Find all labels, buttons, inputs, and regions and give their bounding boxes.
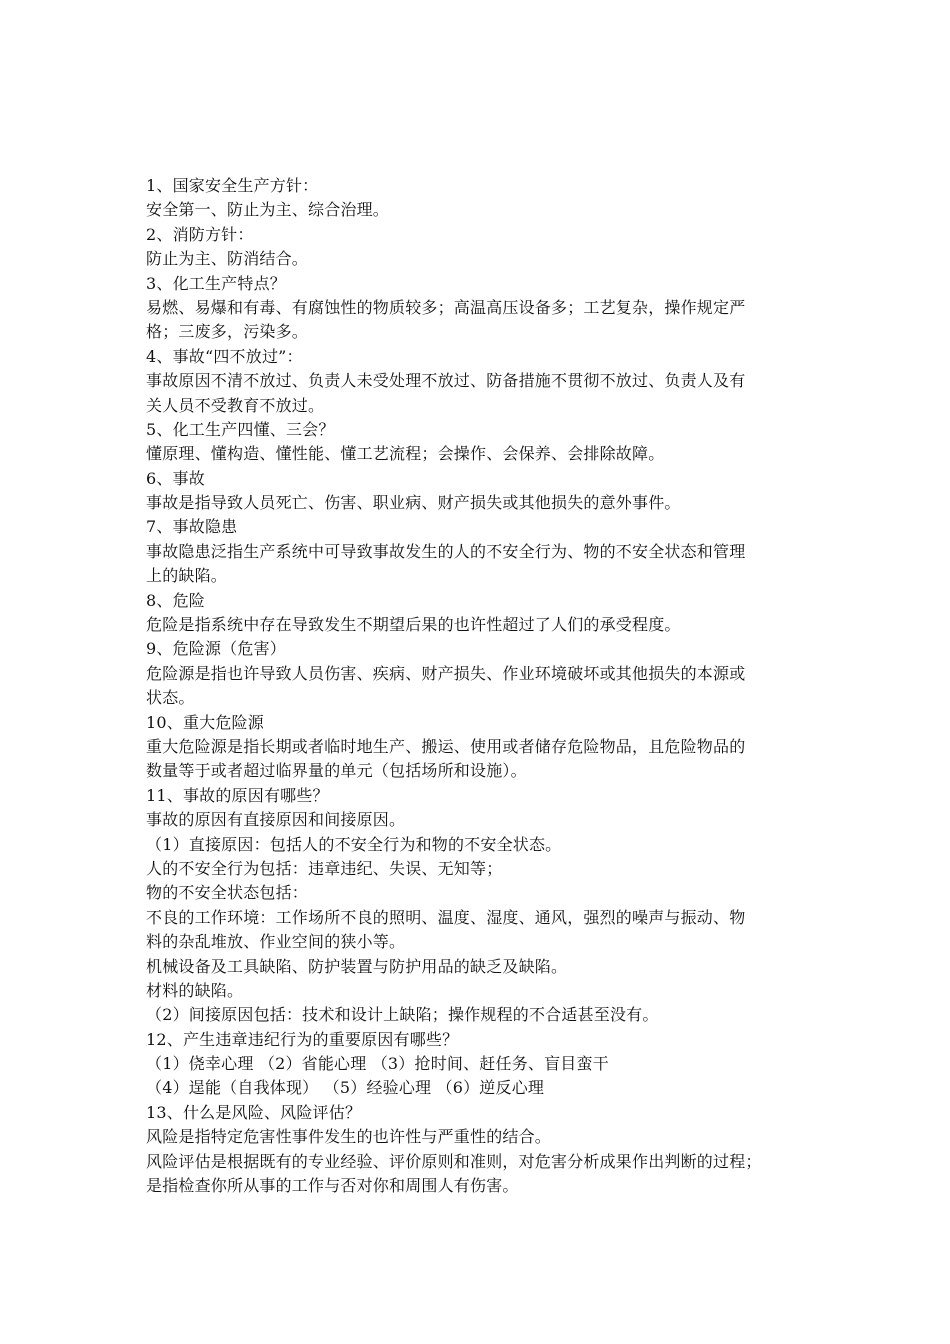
text-line: 人的不安全行为包括：违章违纪、失误、无知等； [146, 858, 503, 878]
text-line: 材料的缺陷。 [146, 980, 244, 1000]
text-line: （1）直接原因：包括人的不安全行为和物的不安全状态。 [146, 834, 562, 854]
text-line: 机械设备及工具缺陷、防护装置与防护用品的缺乏及缺陷。 [146, 956, 568, 976]
text-line: 物的不安全状态包括： [146, 883, 309, 903]
text-line: 11、事故的原因有哪些？ [146, 785, 329, 805]
text-line: 料的杂乱堆放、作业空间的狭小等。 [146, 932, 406, 952]
text-line: 是指检查你所从事的工作与否对你和周围人有伤害。 [146, 1176, 519, 1196]
text-line: 5、化工生产四懂、三会？ [146, 419, 335, 439]
text-line: 事故原因不清不放过、负责人未受处理不放过、防备措施不贯彻不放过、负责人及有 [146, 371, 746, 391]
text-line: 10、重大危险源 [146, 712, 264, 732]
text-line: 不良的工作环境：工作场所不良的照明、温度、湿度、通风，强烈的噪声与振动、物 [146, 907, 746, 927]
text-line: （4）逞能（自我体现） （5）经验心理 （6）逆反心理 [146, 1078, 545, 1098]
text-line: 风险评估是根据既有的专业经验、评价原则和准则，对危害分析成果作出判断的过程； [146, 1151, 762, 1171]
text-line: 危险源是指也许导致人员伤害、疾病、财产损失、作业环境破坏或其他损失的本源或 [146, 663, 746, 683]
text-line: 数量等于或者超过临界量的单元（包括场所和设施）。 [146, 761, 527, 781]
text-line: 格；三废多，污染多。 [146, 322, 309, 342]
text-line: 危险是指系统中存在导致发生不期望后果的也许性超过了人们的承受程度。 [146, 615, 681, 635]
text-line: 易燃、易爆和有毒、有腐蚀性的物质较多；高温高压设备多；工艺复杂，操作规定严 [146, 297, 746, 317]
text-line: 状态。 [146, 688, 195, 708]
text-line: 懂原理、懂构造、懂性能、懂工艺流程；会操作、会保养、会排除故障。 [146, 444, 665, 464]
text-line: 9、危险源（危害） [146, 639, 286, 659]
text-line: 2、消防方针： [146, 224, 254, 244]
text-line: 13、什么是风险、风险评估？ [146, 1102, 362, 1122]
text-line: 4、事故“四不放过”： [146, 346, 303, 366]
text-line: 风险是指特定危害性事件发生的也许性与严重性的结合。 [146, 1127, 552, 1147]
text-line: 7、事故隐患 [146, 517, 238, 537]
text-line: 3、化工生产特点？ [146, 273, 286, 293]
document-body [146, 174, 802, 1198]
text-line: 12、产生违章违纪行为的重要原因有哪些？ [146, 1029, 459, 1049]
text-line: 8、危险 [146, 590, 205, 610]
text-line: 上的缺陷。 [146, 566, 228, 586]
text-line: 防止为主、防消结合。 [146, 249, 309, 269]
text-line: 1、国家安全生产方针： [146, 176, 319, 195]
text-line: 6、事故 [146, 468, 205, 488]
text-line: 重大危险源是指长期或者临时地生产、搬运、使用或者储存危险物品，且危险物品的 [146, 736, 746, 756]
text-line: （2）间接原因包括：技术和设计上缺陷；操作规程的不合适甚至没有。 [146, 1005, 659, 1025]
text-line: 安全第一、防止为主、综合治理。 [146, 200, 390, 220]
text-line: 关人员不受教育不放过。 [146, 395, 325, 415]
text-line: 事故的原因有直接原因和间接原因。 [146, 810, 406, 830]
text-line: （1）侥幸心理 （2）省能心理 （3）抢时间、赶任务、盲目蛮干 [146, 1054, 609, 1074]
text-line: 事故隐患泛指生产系统中可导致事故发生的人的不安全行为、物的不安全状态和管理 [146, 541, 746, 561]
text-line: 事故是指导致人员死亡、伤害、职业病、财产损失或其他损失的意外事件。 [146, 493, 681, 513]
